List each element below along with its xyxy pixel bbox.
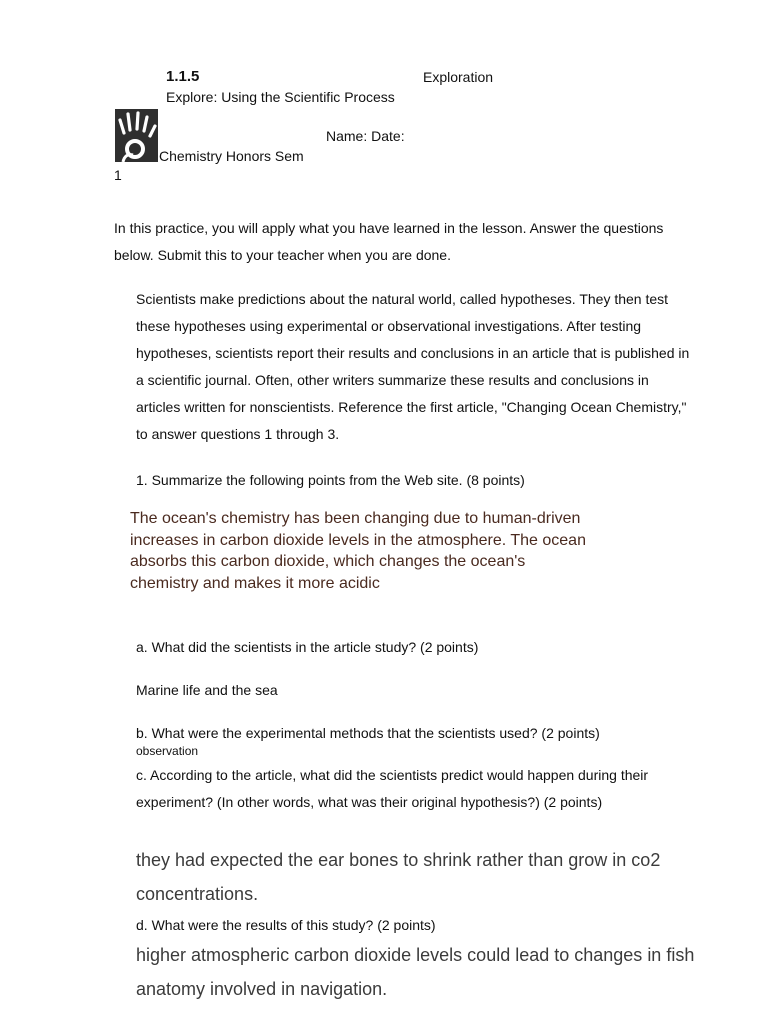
- context-paragraph: Scientists make predictions about the natural world, called hypotheses. They then test these hypotheses using experimental or observational investigations. After testing hypotheses, scientists report their results and conclusions in an article that is published in a scientific journal. Often, other writers summarize these results and conclusions in articles written for nonscientists. Reference the first article, "Changing Ocean Chemistry," to answer questions 1 through 3.: [136, 291, 690, 442]
- course-number: 1: [114, 167, 122, 183]
- name-date-label: Name: Date:: [326, 128, 405, 144]
- question-a: a. What did the scientists in the article study? (2 points): [136, 639, 479, 655]
- activity-code: 1.1.5: [166, 68, 200, 85]
- answer-1[interactable]: The ocean's chemistry has been changing due to human-driven increases in carbon dioxide levels in the atmosphere. The ocean absorbs this carbon dioxide, which changes the ocean's chemistry and makes it more acidic: [130, 510, 586, 592]
- question-1: 1. Summarize the following points from the Web site. (8 points): [136, 472, 525, 488]
- intro-paragraph: In this practice, you will apply what you have learned in the lesson. Answer the questions below. Submit this to your teacher when you are done.: [114, 220, 664, 263]
- answer-d[interactable]: higher atmospheric carbon dioxide levels could lead to changes in fish anatomy involved in navigation.: [136, 945, 695, 999]
- answer-c[interactable]: they had expected the ear bones to shrink rather than grow in co2 concentrations.: [136, 850, 661, 904]
- answer-a[interactable]: Marine life and the sea: [136, 682, 278, 698]
- course-label: Chemistry Honors Sem: [159, 148, 304, 164]
- activity-subtitle: Explore: Using the Scientific Process: [166, 89, 395, 105]
- answer-b[interactable]: observation: [136, 744, 199, 758]
- question-d: d. What were the results of this study? (2 points): [136, 917, 436, 933]
- question-c: c. According to the article, what did the scientists predict would happen during their experiment? (In other words, what was their original hypothesis?) (2 points): [136, 767, 649, 810]
- hand-sun-logo-icon: [115, 109, 158, 162]
- activity-type: Exploration: [423, 69, 494, 85]
- question-b: b. What were the experimental methods that the scientists used? (2 points): [136, 725, 600, 741]
